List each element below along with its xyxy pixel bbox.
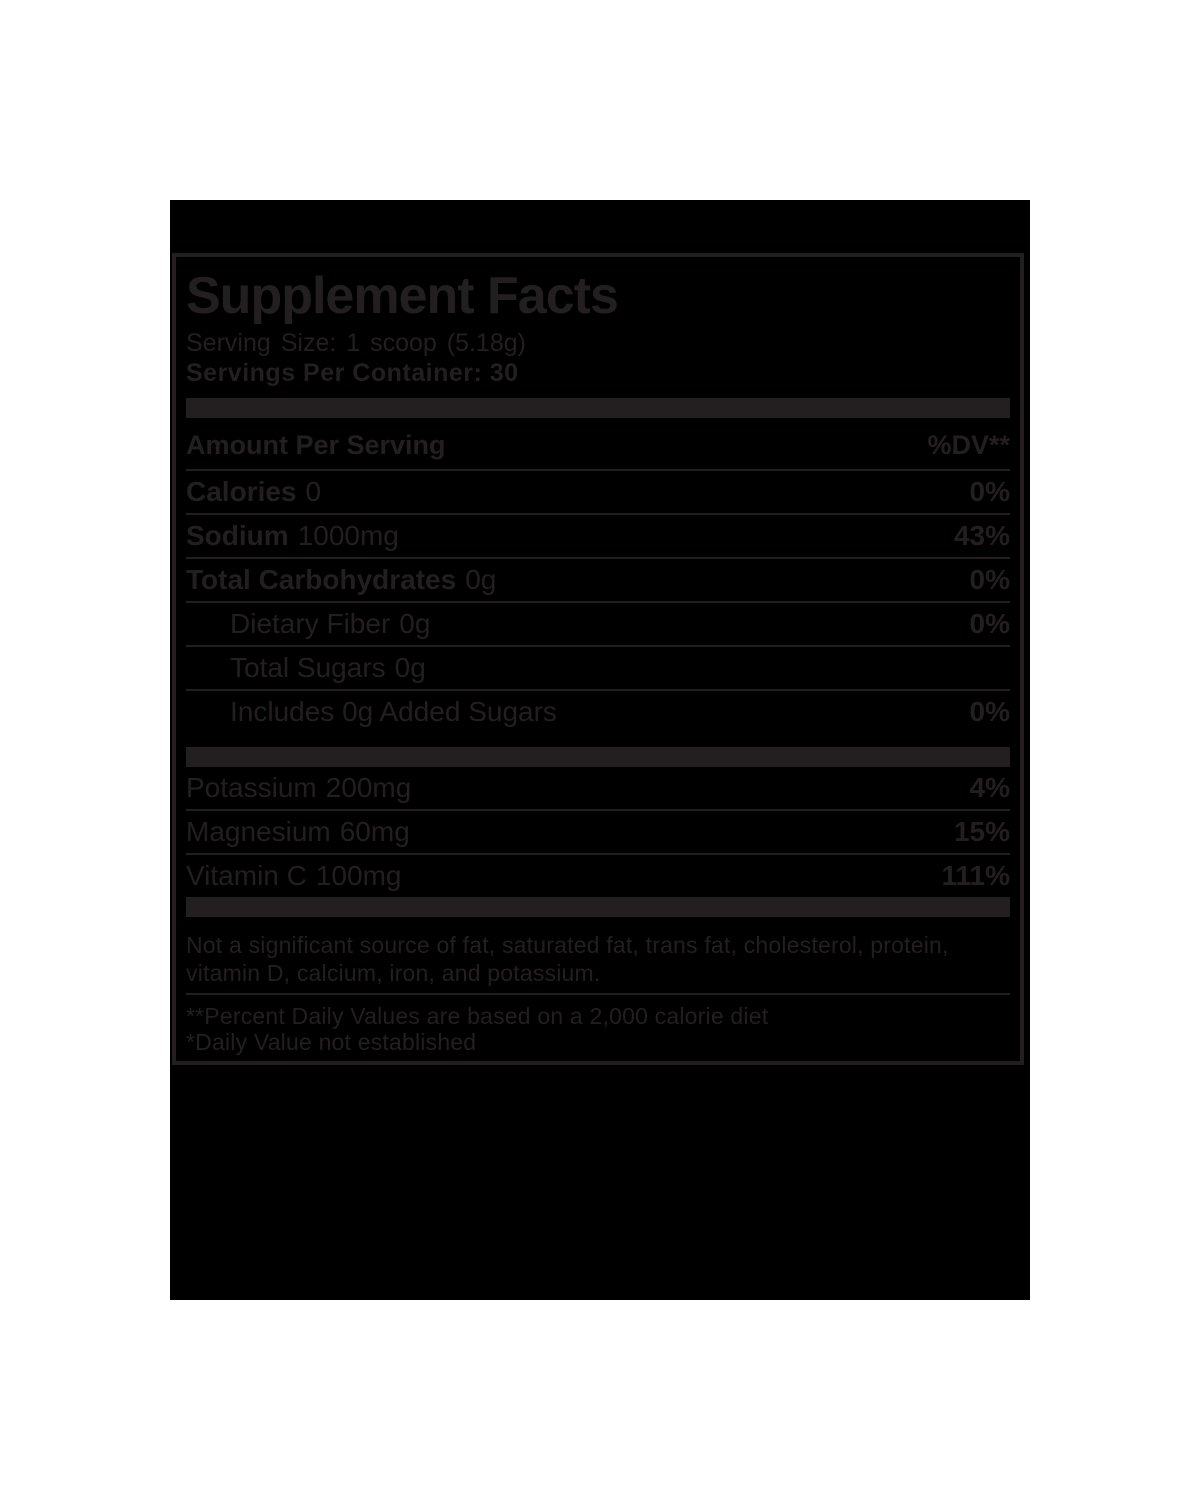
- nutrient-row: [186, 767, 1010, 809]
- product-panel: [170, 200, 1030, 1300]
- nutrient-row: [186, 853, 1010, 897]
- nutrient-dv: 15%: [953, 816, 1010, 847]
- nutrient-row: [186, 689, 1010, 733]
- nutrient-name: Total Sugars: [230, 652, 386, 683]
- nutrient-amount: 0: [305, 476, 322, 507]
- nutrient-name: Vitamin C: [186, 860, 307, 891]
- amount-per-serving-header: Amount Per Serving: [186, 430, 446, 460]
- nutrient-rows-minerals: [186, 767, 1010, 897]
- nutrient-row: [186, 513, 1010, 557]
- nutrient-dv: 0%: [969, 608, 1010, 639]
- nutrient-amount: 100mg: [315, 860, 402, 891]
- nutrient-amount: 1000mg: [297, 520, 399, 551]
- nutrient-amount: 0g: [394, 652, 426, 683]
- nutrient-name: Calories: [186, 476, 297, 507]
- nutrient-row: [186, 469, 1010, 513]
- nutrient-name: Includes 0g Added Sugars: [230, 696, 557, 727]
- dv-note-line-2: *Daily Value not established: [186, 1029, 477, 1055]
- nutrient-row: [186, 601, 1010, 645]
- separator-bar-top: [186, 398, 1010, 418]
- nutrient-amount: 60mg: [339, 816, 410, 847]
- nutrient-name: Potassium: [186, 772, 317, 803]
- nutrient-amount: 200mg: [325, 772, 412, 803]
- nutrient-dv: 43%: [953, 520, 1010, 551]
- serving-size-text: Serving Size: 1 scoop (5.18g): [186, 329, 526, 357]
- nutrient-row: [186, 645, 1010, 689]
- nutrient-name: Dietary Fiber: [230, 608, 391, 639]
- nutrient-dv: 4%: [969, 772, 1010, 803]
- servings-per-container-text: Servings Per Container: 30: [186, 359, 519, 387]
- nutrient-dv: 111%: [941, 860, 1010, 891]
- nutrient-rows-main: [186, 469, 1010, 733]
- supplement-facts-label: [172, 253, 1024, 1065]
- label-title: Supplement Facts: [186, 267, 618, 325]
- nutrient-dv: 0%: [969, 564, 1010, 595]
- nutrient-amount: 0g: [399, 608, 431, 639]
- nutrient-amount: 0g: [465, 564, 497, 595]
- column-header-row: [186, 418, 1010, 469]
- separator-bar-middle: [186, 747, 1010, 767]
- separator-bar-bottom: [186, 897, 1010, 917]
- dv-footnote-text: [186, 1003, 1010, 1055]
- nutrient-row: [186, 809, 1010, 853]
- nutrient-name: Magnesium: [186, 816, 331, 847]
- footnote-line-2: vitamin D, calcium, iron, and potassium.: [186, 960, 601, 986]
- divider-line: [186, 993, 1010, 995]
- nutrient-dv: 0%: [969, 476, 1010, 507]
- footnote-text: [186, 931, 1010, 987]
- nutrient-dv: 0%: [969, 696, 1010, 727]
- nutrient-name: Total Carbohydrates: [186, 564, 457, 595]
- nutrient-name: Sodium: [186, 520, 289, 551]
- footnote-line-1: Not a significant source of fat, saturated fat, trans fat, cholesterol, protein,: [186, 932, 949, 958]
- dv-note-line-1: **Percent Daily Values are based on a 2,000 calorie diet: [186, 1003, 769, 1029]
- dv-header: %DV**: [927, 430, 1010, 460]
- nutrient-row: [186, 557, 1010, 601]
